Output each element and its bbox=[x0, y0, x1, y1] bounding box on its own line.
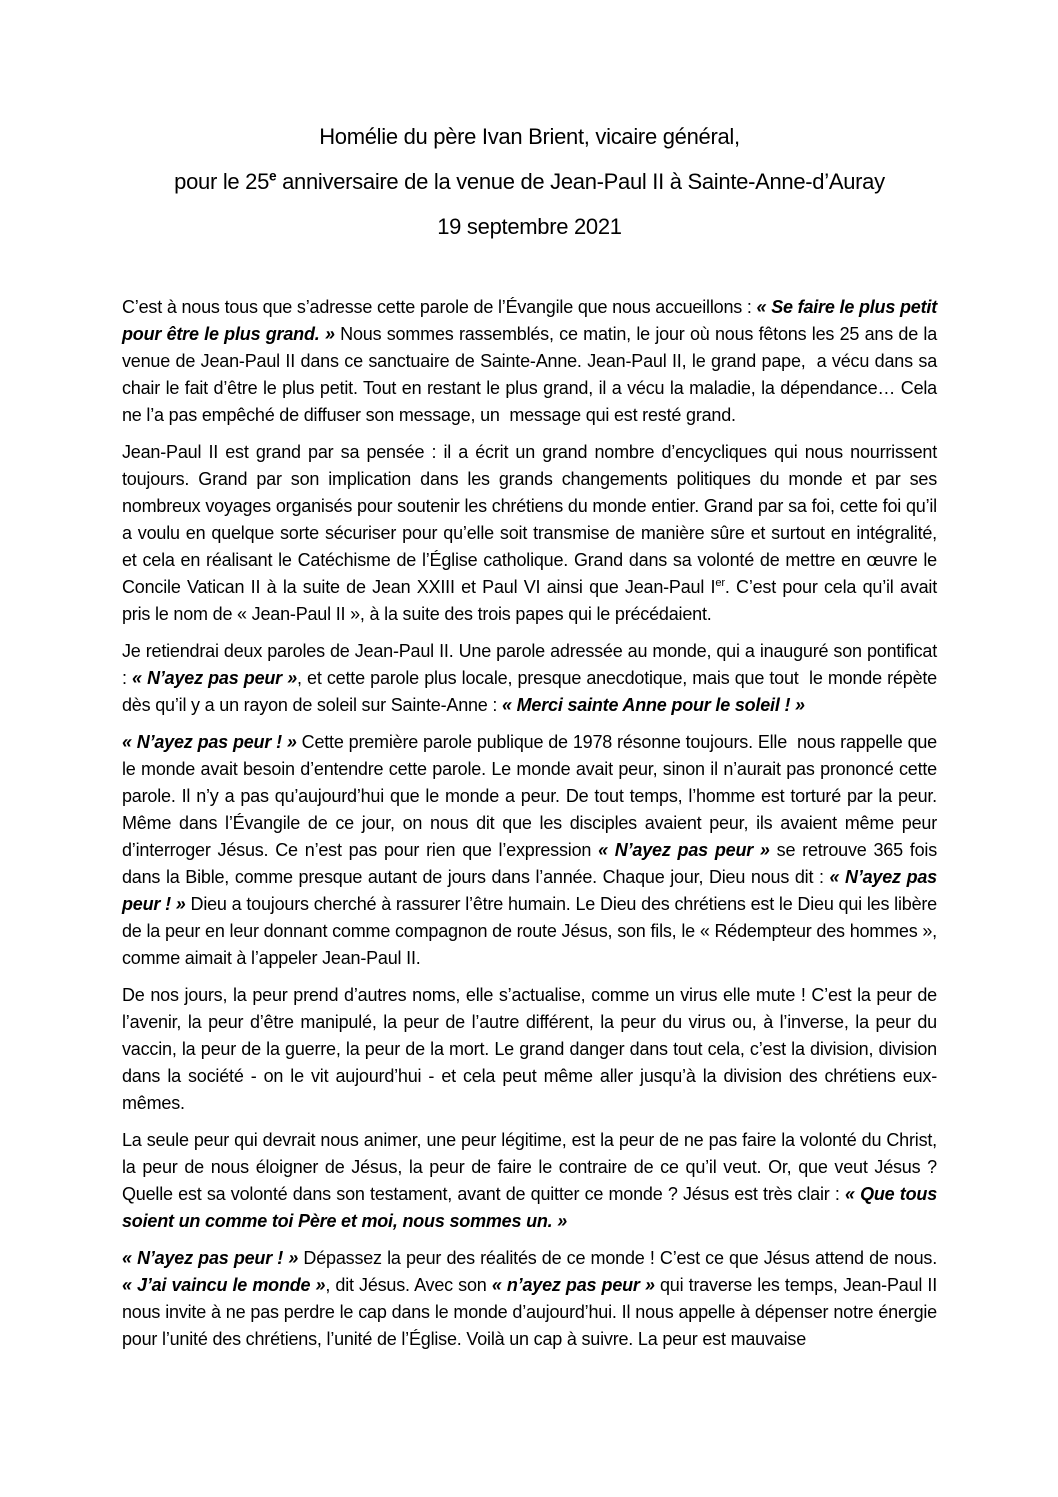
paragraph-peur-actuelle bbox=[122, 982, 942, 1117]
text-run: , dit Jésus. Avec son bbox=[325, 1275, 492, 1295]
text-run: « N’ayez pas peur ! » bbox=[122, 1248, 299, 1268]
text-run: , et cette parole plus locale, presque anecdotique, mais que tout le monde répète dès qu’il y a un rayon de soleil sur Sainte-Anne : bbox=[122, 668, 942, 715]
text-run: « N’ayez pas peur ! » bbox=[122, 732, 297, 752]
text-run: er bbox=[715, 577, 725, 589]
text-run: « J’ai vaincu le monde » bbox=[122, 1275, 326, 1295]
text-run: se retrouve 365 fois dans la Bible, comme presque autant de jours dans l’année. Chaque jour, Dieu nous dit : bbox=[122, 840, 942, 887]
text-run: Jean-Paul II est grand par sa pensée : il a écrit un grand nombre d’encycliques qui nous nourrissent toujours. Grand par son implication dans les grands changements politiques du monde et par ses nombreux voyages organisés pour soutenir les chrétiens du monde entier. Grand par sa foi, cette foi qu’il a voulu en quelque sorte sécuriser pour qu’elle soit transmise de manière sûre et surtout en intégralité, et cela en réalisant le Catéchisme de l’Église catholique. Grand dans sa volonté de mettre en œuvre le Concile Vatican II à la suite de Jean XXIII et Paul VI ainsi que Jean-Paul I bbox=[122, 442, 942, 597]
text-run: Dieu a toujours cherché à rassurer l’être humain. Le Dieu des chrétiens est le Dieu qui les libère de la peur en leur donnant comme compagnon de route Jésus, son fils, le « Rédempteur des hommes », comme aimait à l’appeler Jean-Paul II. bbox=[122, 894, 942, 968]
paragraph-seule-peur-legitime bbox=[122, 1127, 942, 1235]
text-run: « Merci sainte Anne pour le soleil ! » bbox=[502, 695, 805, 715]
text-run: Cette première parole publique de 1978 résonne toujours. Elle nous rappelle que le monde avait besoin d’entendre cette parole. Le monde avait peur, sinon il n’aurait pas prononcé cette parole. Il n’y a pas qu’aujourd’hui que le monde a peur. De tout temps, l’homme est torturé par la peur. Même dans l’Évangile de ce jour, on nous dit que les disciples avaient peur, ils avaient même peur d’interroger Jésus. Ce n’est pas pour rien que l’expression bbox=[122, 732, 942, 860]
text-run: Nous sommes rassemblés, ce matin, le jour où nous fêtons les 25 ans de la venue de Jean-Paul II dans ce sanctuaire de Sainte-Anne. Jean-Paul II, le grand pape, a vécu dans sa chair le fait d’être le plus petit. Tout en restant le plus grand, il a vécu la maladie, la dépendance… Cela ne l’a pas empêché de diffuser son message, un message qui est resté grand. bbox=[122, 324, 942, 425]
text-run: De nos jours, la peur prend d’autres noms, elle s’actualise, comme un virus elle mute ! C’est la peur de l’avenir, la peur d’être manipulé, la peur de l’autre différent, la peur du virus ou, à l’inverse, la peur du vaccin, la peur de la guerre, la peur de la mort. Le grand danger dans tout cela, c’est la division, division dans la société - on le vit aujourd’hui - et cela peut même aller jusqu’à la division des chrétiens eux-mêmes. bbox=[122, 985, 942, 1113]
text-run: Homélie du père Ivan Brient, vicaire général, bbox=[319, 124, 740, 149]
title-line-date bbox=[122, 212, 937, 242]
text-run: « N’ayez pas peur ! » bbox=[122, 867, 942, 914]
text-run: « N’ayez pas peur » bbox=[132, 668, 298, 688]
text-run: . C’est pour cela qu’il avait pris le nom de « Jean-Paul II », à la suite des trois papes qui le précédaient. bbox=[122, 577, 942, 624]
paragraph-nayez-pas-peur-1978 bbox=[122, 729, 942, 972]
text-run: « n’ayez pas peur » bbox=[491, 1275, 655, 1295]
text-run: pour le 25 bbox=[174, 169, 270, 194]
text-run: Je retiendrai deux paroles de Jean-Paul II. Une parole adressée au monde, qui a inauguré son pontificat : bbox=[122, 641, 942, 688]
title-line-occasion bbox=[122, 167, 937, 197]
text-run: e bbox=[269, 168, 277, 184]
document-title bbox=[122, 122, 937, 242]
text-run: qui traverse les temps, Jean-Paul II nous invite à ne pas perdre le cap dans le monde d’aujourd’hui. Il nous appelle à dépenser notre énergie pour l’unité des chrétiens, l’unité de l’Église. Voilà un cap à suivre. La peur est mauvaise bbox=[122, 1275, 942, 1349]
document-body bbox=[122, 294, 947, 1353]
text-run: « Se faire le plus petit pour être le plus grand. » bbox=[122, 297, 942, 344]
title-line-author bbox=[122, 122, 937, 152]
paragraph-jean-paul-grandeur bbox=[122, 439, 942, 628]
text-run: 19 septembre 2021 bbox=[437, 214, 622, 239]
text-run: « Que tous soient un comme toi Père et moi, nous sommes un. » bbox=[122, 1184, 942, 1231]
paragraph-depasser-la-peur bbox=[122, 1245, 947, 1353]
text-run: La seule peur qui devrait nous animer, une peur légitime, est la peur de ne pas faire la volonté du Christ, la peur de nous éloigner de Jésus, la peur de faire le contraire de ce qu’il veut. Or, que veut Jésus ? Quelle est sa volonté dans son testament, avant de quitter ce monde ? Jésus est très clair : bbox=[122, 1130, 942, 1204]
text-run: « N’ayez pas peur » bbox=[598, 840, 770, 860]
text-run: Dépassez la peur des réalités de ce monde ! C’est ce que Jésus attend de nous. bbox=[298, 1248, 947, 1268]
paragraph-intro bbox=[122, 294, 942, 429]
text-run: C’est à nous tous que s’adresse cette parole de l’Évangile que nous accueillons : bbox=[122, 297, 757, 317]
paragraph-deux-paroles bbox=[122, 638, 942, 719]
text-run: anniversaire de la venue de Jean-Paul II à Sainte-Anne-d’Auray bbox=[276, 169, 885, 194]
